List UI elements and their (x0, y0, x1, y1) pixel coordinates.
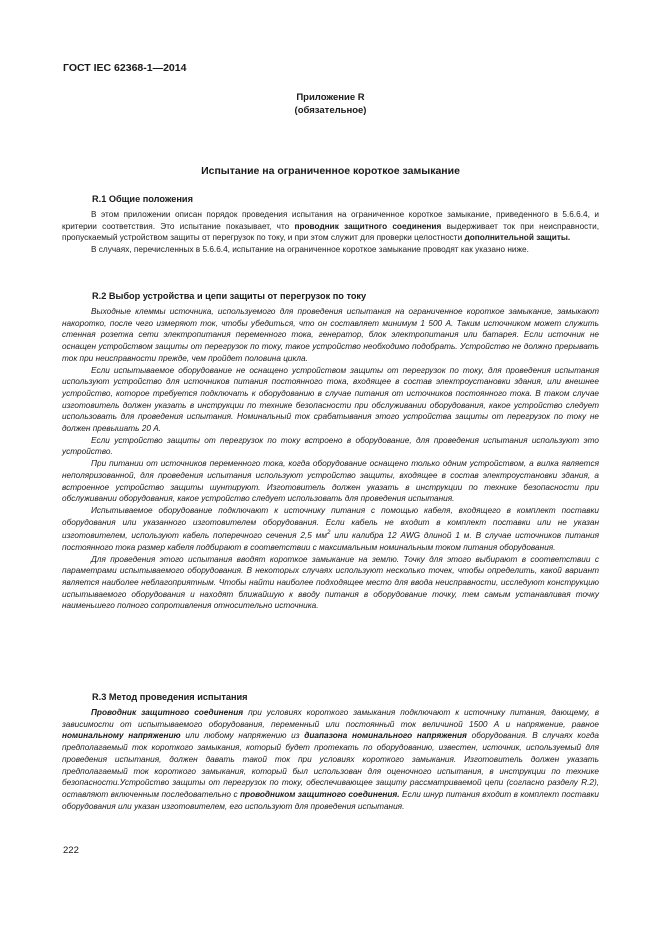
section-r3-body (62, 707, 599, 812)
r1-paragraph-1: В этом приложении описан порядок проведения испытания на ограниченное короткое замыкание, приведенного в 5.6.6.4, и критерии соответствия. Это испытание показывает, что проводник защитного соединения выдерживает ток при неисправности, пропускаемый устройством защиты от перегрузок по току, и при этом служит для проверки целостности дополнительной защиты. (62, 210, 599, 243)
document-id: ГОСТ IEC 62368-1—2014 (63, 62, 187, 74)
section-r1-body (62, 209, 599, 256)
section-r1-heading: R.1 Общие положения (92, 194, 193, 204)
section-r2-heading: R.2 Выбор устройства и цепи защиты от перегрузок по току (92, 291, 367, 301)
r2-paragraph-5: Испытываемое оборудование подключают к источнику питания с помощью кабеля, входящего в комплект поставки оборудования или указанного изготовителем оборудования. Если кабель не входит в комплект поставки или не указан изготовителем, используют кабель поперечного сечения 2,5 $мм^2$ или калибра 12 AWG длиной 1 м. В случае источников питания постоянного тока размер кабеля подбирают в соответствии с максимальным номинальным током питания оборудования. (62, 505, 600, 552)
annex-status: (обязательное) (294, 105, 367, 116)
section-r2-body (62, 306, 599, 612)
r2-paragraph-3: Если устройство защиты от перегрузок по току встроено в оборудование, для проведения испытания используют это устройство. (62, 435, 599, 457)
r2-paragraph-1: Выходные клеммы источника, используемого для проведения испытания на ограниченное короткое замыкание, замыкают накоротко, после чего измеряют ток, чтобы убедиться, что он составляет минимум 1 500 А. Таким источником может служить стенная розетка сети электропитания переменного тока, генератор, блок электропитания или батарея. Если источник не оснащен устройством защиты от перегрузок по току, такое устройство необходимо подобрать. Устройство не должно прерывать ток при неисправности прежде, чем пройдет половина цикла. (62, 307, 599, 363)
r2-paragraph-6: Для проведения этого испытания вводят короткое замыкание на землю. Точку для этого выбирают в соответствии с параметрами испытываемого оборудования. В некоторых случаях используют несколько точек, чтобы определить, какой вариант является наиболее неблагоприятным. Чтобы найти наиболее подходящее место для ввода неисправности, исследуют конструкцию испытываемого оборудования и находят ближайшую к вводу питания в оборудование точку, тем самым устанавливая точку наименьшего полного сопротивления относительно источника. (62, 554, 599, 611)
main-title: Испытание на ограниченное короткое замыкание (201, 165, 460, 177)
annex-title: Приложение R (296, 92, 365, 103)
r1-paragraph-2: В случаях, перечисленных в 5.6.6.4, испытание на ограниченное короткое замыкание проводят как указано ниже. (91, 245, 529, 255)
r3-paragraph-1: Проводник защитного соединения при условиях короткого замыкания подключают к источнику питания, дающему, в зависимости от испытываемого оборудования, переменный или постоянный ток величиной 1500 А и напряжение, равное номинальному напряжению или любому напряжению из диапазона номинального напряжения оборудования. В случаях когда предполагаемый ток короткого замыкания, который будет протекать по оборудованию, известен, источник, используемый для проведения испытания, должен давать такой ток при условиях короткого замыкания. Изготовитель должен указать предполагаемый ток короткого замыкания, который был использован для оценочного испытания, в инструкции по технике безопасности.Устройство защиты от перегрузок по току, обеспечивающее защиту рассматриваемой цепи (согласно разделу R.2), оставляют включенным последовательно с проводником защитного соединения. Если шнур питания входит в комплект поставки оборудования или указан изготовителем, его используют для проведения испытания. (62, 708, 599, 811)
r2-paragraph-2: Если испытываемое оборудование не оснащено устройством защиты от перегрузок по току, для проведения испытания используют устройство для источников питания постоянного тока, входящее в состав электроустановки здания, или внешнее устройство, которое требуется подключать к оборудованию в случае питания от источников постоянного тока. В таком случае изготовитель должен указать в инструкции по технике безопасности при обслуживании оборудования, какое устройство следует использовать для проведения испытания. Номинальный ток срабатывания этого устройства защиты от перегрузок по току не должен превышать 20 А. (62, 365, 599, 434)
r2-paragraph-4: При питании от источников переменного тока, когда оборудование оснащено только одним устройством, а вилка является неполяризованной, для проведения испытания используют устройство защиты, входящее в состав электроустановки здания, а встроенное устройство защиты шунтируют. Изготовитель должен указать в инструкции по технике безопасности при обслуживании оборудования, какое устройство следует использовать для проведения испытания. (62, 459, 599, 504)
section-r3-heading: R.3 Метод проведения испытания (92, 692, 248, 702)
page-number: 222 (63, 845, 79, 856)
